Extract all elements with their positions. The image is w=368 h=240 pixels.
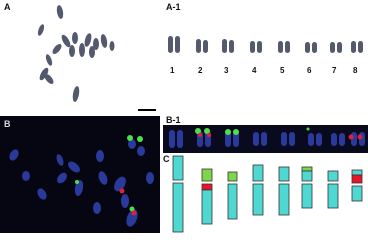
panel-c-label: C: [163, 154, 170, 164]
panel-a-label: A: [4, 2, 11, 12]
panel-c-ideogram: [163, 153, 368, 233]
chromosome-number-8: 8: [353, 66, 358, 75]
panel-a1-label: A-1: [166, 2, 181, 12]
chromosome-number-1: 1: [170, 66, 175, 75]
scale-bar: [138, 109, 156, 111]
chromosome-number-4: 4: [252, 66, 257, 75]
panel-b-label: B: [4, 119, 11, 129]
chromosome-number-2: 2: [198, 66, 203, 75]
fish-chromosomes: [0, 116, 160, 233]
fish-karyotype-strip: [163, 116, 368, 153]
panel-b-fish-metaphase: [0, 116, 160, 233]
panel-a-metaphase-spread: [0, 0, 160, 116]
chromosome-number-3: 3: [224, 66, 229, 75]
panel-b1-fish-karyotype: [163, 116, 368, 153]
metaphase-chromosomes-gray: [0, 0, 160, 116]
chromosome-number-7: 7: [332, 66, 337, 75]
panel-b1-label: B-1: [166, 115, 181, 125]
chromosome-number-6: 6: [307, 66, 312, 75]
chromosome-number-5: 5: [280, 66, 285, 75]
ideogram-diagram: [163, 153, 368, 233]
panel-a1-karyotype: [163, 0, 368, 116]
karyotype-chromosome-pairs: [163, 0, 368, 116]
